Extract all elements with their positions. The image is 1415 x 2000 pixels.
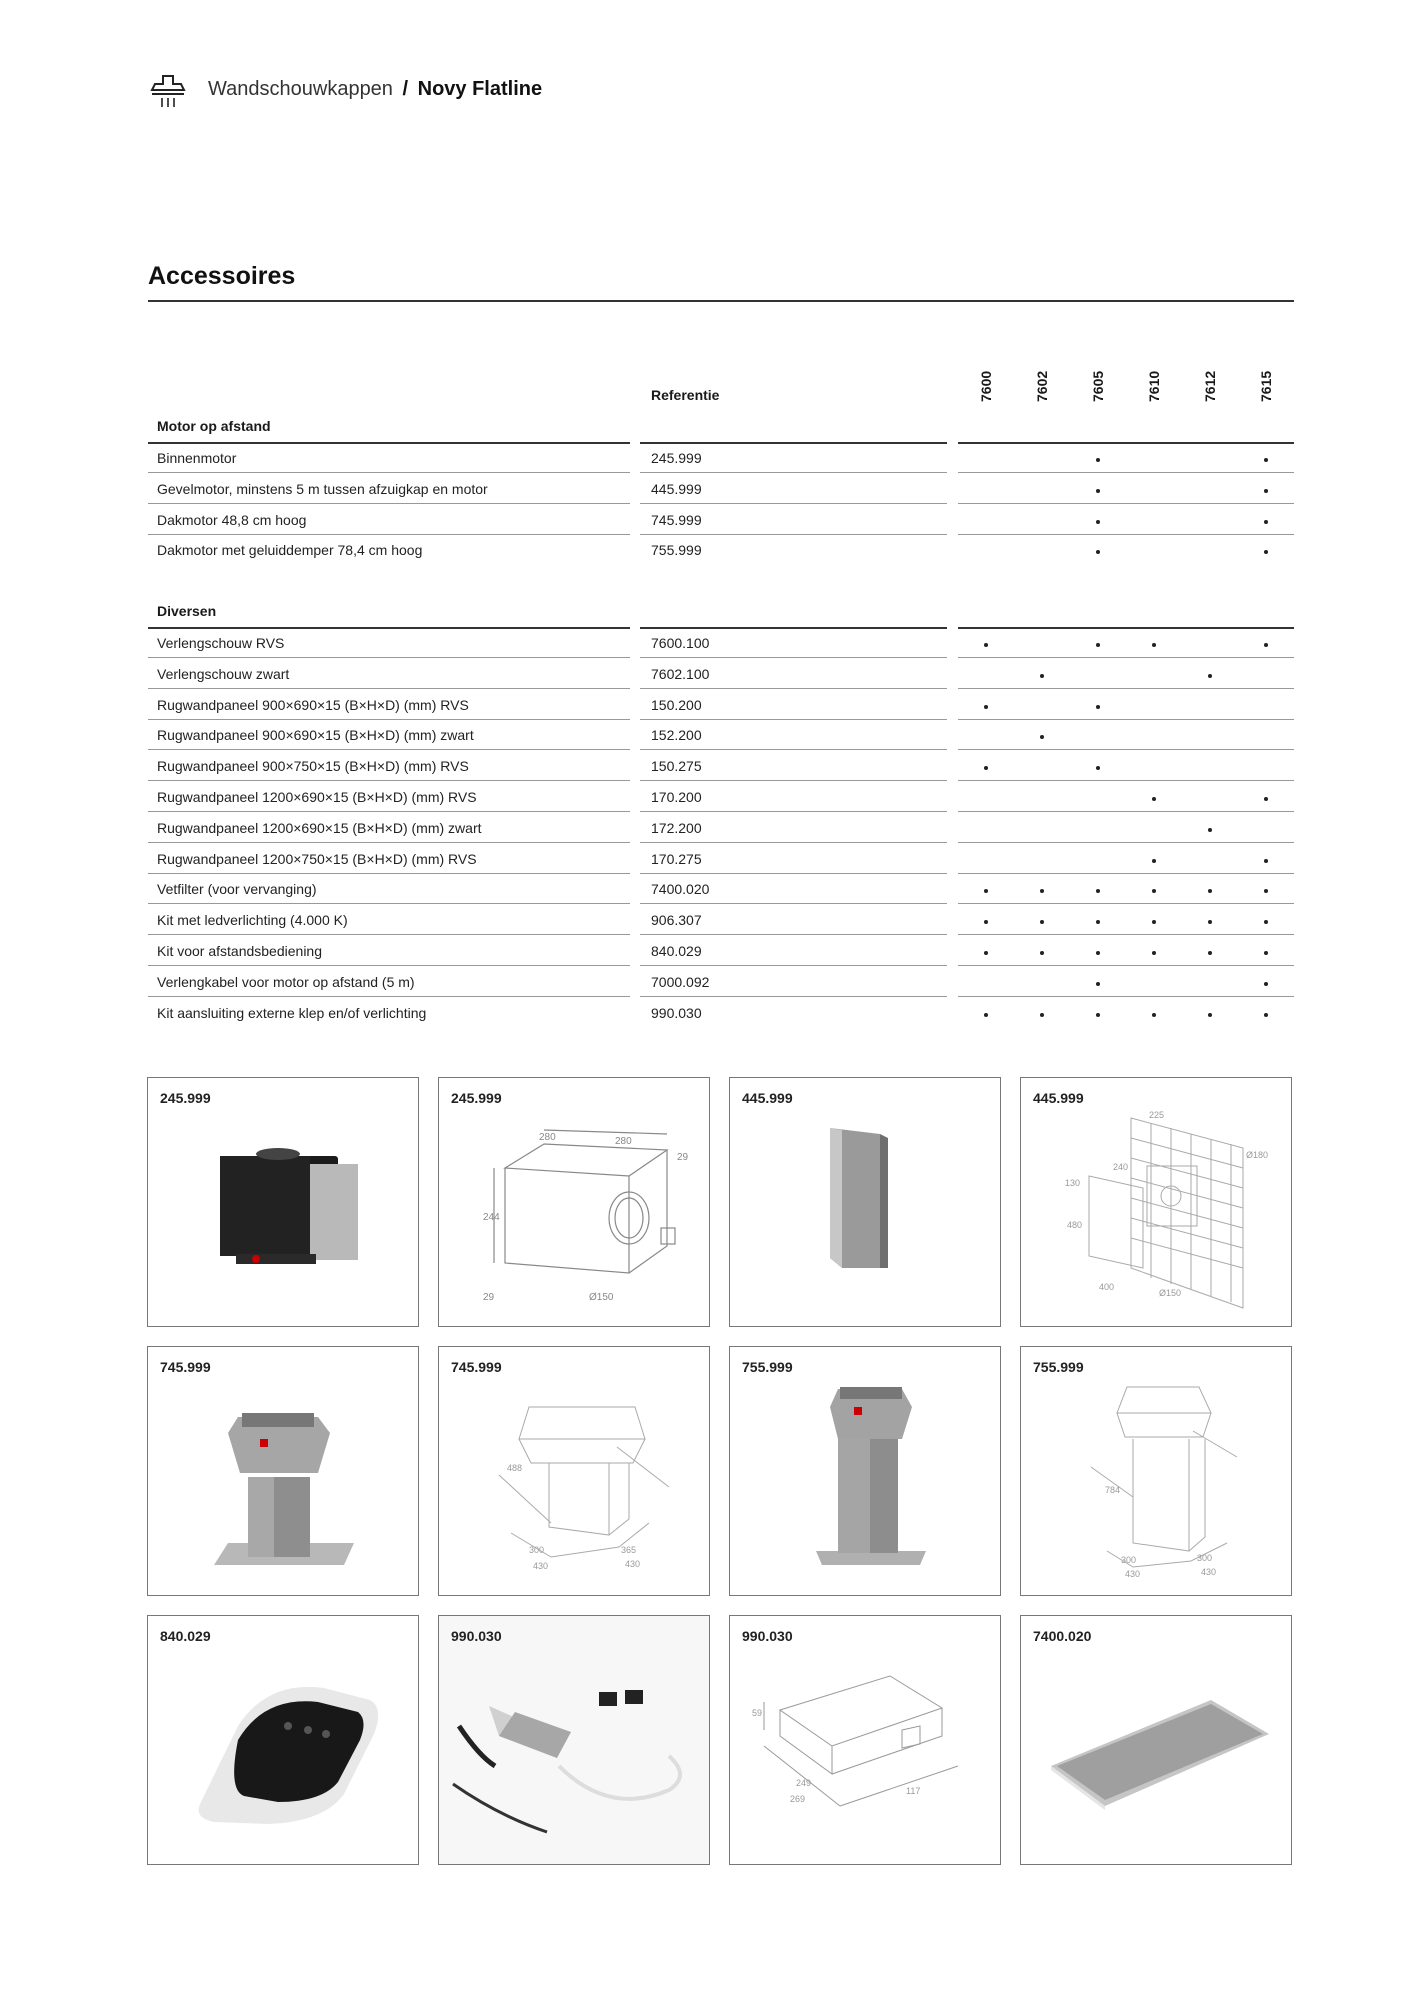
table-row-name: Rugwandpaneel 900×690×15 (B×H×D) (mm) zwart — [157, 727, 474, 744]
product-image — [148, 1347, 419, 1596]
row-divider — [148, 965, 630, 966]
table-row-name: Rugwandpaneel 1200×750×15 (B×H×D) (mm) RVS — [157, 850, 477, 867]
product-tile — [147, 1346, 419, 1596]
breadcrumb-product: Novy Flatline — [417, 78, 543, 100]
dimension-label: 784 — [1105, 1485, 1121, 1495]
dimension-label: 244 — [483, 1212, 500, 1223]
model-column-header: 7615 — [1258, 370, 1274, 402]
table-row-reference: 7000.092 — [651, 973, 710, 990]
group-divider — [148, 627, 630, 629]
row-divider — [148, 873, 630, 874]
dimension-label: 480 — [1067, 1220, 1083, 1230]
product-reference-label: 745.999 — [451, 1359, 502, 1375]
row-divider — [640, 903, 947, 904]
dimension-label: 488 — [507, 1463, 523, 1473]
availability-dot — [1152, 643, 1156, 647]
row-divider — [958, 873, 1294, 874]
row-divider — [148, 934, 630, 935]
row-divider — [640, 842, 947, 843]
table-row-reference: 150.200 — [651, 696, 702, 713]
row-divider — [148, 780, 630, 781]
row-divider — [958, 934, 1294, 935]
row-divider — [640, 657, 947, 658]
dimension-label: 300 — [1121, 1555, 1137, 1565]
hood-icon — [150, 74, 186, 108]
availability-dot — [1096, 705, 1100, 709]
table-row-name: Rugwandpaneel 1200×690×15 (B×H×D) (mm) RVS — [157, 789, 477, 805]
dimension-label: 400 — [1099, 1282, 1115, 1292]
availability-dot — [984, 766, 988, 770]
row-divider — [148, 688, 630, 689]
table-row-reference: 755.999 — [651, 542, 702, 559]
model-column-header: 7605 — [1090, 370, 1106, 402]
table-row-reference: 170.275 — [651, 850, 702, 867]
table-row-reference: 445.999 — [651, 480, 702, 497]
availability-dot — [1040, 889, 1044, 893]
availability-dot — [984, 1013, 988, 1017]
reference-column-header: Referentie — [651, 387, 720, 403]
table-row-name: Kit met ledverlichting (4.000 K) — [157, 912, 348, 929]
availability-dot — [1208, 1013, 1212, 1017]
row-divider — [640, 996, 947, 997]
availability-dot — [984, 705, 988, 709]
availability-dot — [1264, 1013, 1268, 1017]
dimension-label: Ø150 — [589, 1292, 614, 1303]
availability-dot — [1096, 889, 1100, 893]
table-row-name: Verlengschouw RVS — [157, 635, 285, 651]
availability-dot — [1096, 982, 1100, 986]
availability-dot — [1152, 889, 1156, 893]
availability-dot — [1096, 458, 1100, 462]
group-divider — [958, 442, 1294, 444]
table-row-name: Verlengkabel voor motor op afstand (5 m) — [157, 973, 415, 990]
row-divider — [958, 472, 1294, 473]
product-reference-label: 755.999 — [1033, 1359, 1084, 1375]
dimension-label: 29 — [677, 1152, 689, 1163]
product-image — [148, 1078, 419, 1327]
row-divider — [958, 996, 1294, 997]
group-divider — [958, 627, 1294, 629]
row-divider — [958, 688, 1294, 689]
row-divider — [958, 657, 1294, 658]
row-divider — [958, 842, 1294, 843]
dimension-label: 280 — [539, 1132, 556, 1143]
table-row-name: Kit voor afstandsbediening — [157, 943, 322, 959]
row-divider — [148, 503, 630, 504]
table-row-name: Verlengschouw zwart — [157, 665, 290, 682]
table-row-reference: 150.275 — [651, 758, 702, 775]
availability-dot — [1152, 859, 1156, 863]
product-tile — [1020, 1077, 1292, 1327]
row-divider — [148, 749, 630, 750]
row-divider — [148, 811, 630, 812]
table-row-reference: 172.200 — [651, 819, 702, 836]
dimension-label: 117 — [906, 1786, 921, 1796]
availability-dot — [984, 889, 988, 893]
availability-dot — [984, 643, 988, 647]
row-divider — [958, 719, 1294, 720]
dimension-label: 430 — [625, 1559, 641, 1569]
product-image — [730, 1616, 1001, 1865]
table-row-name: Binnenmotor — [157, 450, 237, 466]
group-divider — [640, 627, 947, 629]
table-row-name: Dakmotor met geluiddemper 78,4 cm hoog — [157, 542, 423, 559]
product-reference-label: 245.999 — [160, 1090, 211, 1106]
availability-dot — [1264, 797, 1268, 801]
table-row-name: Vetfilter (voor vervanging) — [157, 881, 317, 898]
availability-dot — [1152, 920, 1156, 924]
availability-dot — [1264, 550, 1268, 554]
availability-dot — [1152, 951, 1156, 955]
table-row-reference: 7600.100 — [651, 635, 710, 651]
table-row-name: Kit aansluiting externe klep en/of verlichting — [157, 1004, 427, 1021]
product-image — [1021, 1078, 1292, 1327]
product-reference-label: 745.999 — [160, 1359, 211, 1375]
model-column-header: 7610 — [1146, 370, 1162, 402]
dimension-label: 59 — [752, 1708, 763, 1718]
dimension-label: 300 — [1197, 1553, 1213, 1563]
product-reference-label: 445.999 — [1033, 1090, 1084, 1106]
availability-dot — [1096, 550, 1100, 554]
availability-dot — [1264, 458, 1268, 462]
product-tile — [147, 1615, 419, 1865]
row-divider — [640, 934, 947, 935]
product-tile — [1020, 1346, 1292, 1596]
availability-dot — [1208, 674, 1212, 678]
table-row-reference: 152.200 — [651, 727, 702, 744]
availability-dot — [1152, 1013, 1156, 1017]
row-divider — [640, 534, 947, 535]
product-reference-label: 7400.020 — [1033, 1628, 1092, 1644]
availability-dot — [1208, 889, 1212, 893]
dimension-label: 280 — [615, 1136, 632, 1147]
row-divider — [148, 996, 630, 997]
breadcrumb-separator: / — [402, 78, 409, 100]
row-divider — [148, 719, 630, 720]
product-image — [730, 1347, 1001, 1596]
availability-dot — [1208, 920, 1212, 924]
section-title: Accessoires — [148, 262, 296, 290]
availability-dot — [1096, 489, 1100, 493]
row-divider — [958, 749, 1294, 750]
dimension-label: 130 — [1065, 1178, 1081, 1188]
availability-dot — [1264, 889, 1268, 893]
product-image — [730, 1078, 1001, 1327]
group-title: Diversen — [157, 603, 217, 619]
product-tile — [1020, 1615, 1292, 1865]
availability-dot — [1096, 1013, 1100, 1017]
dimension-label: 430 — [533, 1561, 549, 1571]
availability-dot — [1264, 643, 1268, 647]
product-tile — [729, 1615, 1001, 1865]
group-divider — [148, 442, 630, 444]
dimension-label: 269 — [790, 1794, 806, 1804]
availability-dot — [1264, 951, 1268, 955]
row-divider — [640, 688, 947, 689]
row-divider — [958, 503, 1294, 504]
row-divider — [148, 842, 630, 843]
section-divider — [148, 300, 1294, 302]
availability-dot — [1264, 489, 1268, 493]
dimension-label: 249 — [796, 1778, 812, 1788]
availability-dot — [1040, 1013, 1044, 1017]
product-tile — [438, 1077, 710, 1327]
row-divider — [958, 903, 1294, 904]
dimension-label: Ø150 — [1159, 1288, 1182, 1298]
availability-dot — [1096, 520, 1100, 524]
product-image — [439, 1078, 710, 1327]
product-image — [1021, 1616, 1292, 1865]
row-divider — [958, 811, 1294, 812]
table-row-reference: 7602.100 — [651, 665, 710, 682]
product-reference-label: 445.999 — [742, 1090, 793, 1106]
model-column-header: 7602 — [1034, 370, 1050, 402]
availability-dot — [1096, 766, 1100, 770]
product-reference-label: 990.030 — [451, 1628, 502, 1644]
dimension-label: 300 — [529, 1545, 545, 1555]
product-tile — [729, 1346, 1001, 1596]
product-tile — [729, 1077, 1001, 1327]
product-reference-label: 840.029 — [160, 1628, 211, 1644]
group-title: Motor op afstand — [157, 418, 271, 434]
availability-dot — [1040, 951, 1044, 955]
table-row-name: Rugwandpaneel 1200×690×15 (B×H×D) (mm) zwart — [157, 819, 482, 836]
row-divider — [640, 472, 947, 473]
breadcrumb-category: Wandschouwkappen — [208, 78, 393, 100]
table-row-name: Rugwandpaneel 900×690×15 (B×H×D) (mm) RVS — [157, 696, 469, 713]
availability-dot — [1096, 643, 1100, 647]
row-divider — [640, 503, 947, 504]
table-row-name: Rugwandpaneel 900×750×15 (B×H×D) (mm) RVS — [157, 758, 469, 775]
availability-dot — [1096, 920, 1100, 924]
dimension-label: 430 — [1125, 1569, 1141, 1579]
table-row-reference: 7400.020 — [651, 881, 710, 898]
row-divider — [640, 873, 947, 874]
product-image — [439, 1616, 710, 1865]
row-divider — [148, 903, 630, 904]
row-divider — [640, 749, 947, 750]
availability-dot — [1208, 828, 1212, 832]
availability-dot — [984, 951, 988, 955]
table-row-reference: 245.999 — [651, 450, 702, 466]
model-column-header: 7600 — [978, 370, 994, 402]
row-divider — [640, 811, 947, 812]
product-tile — [438, 1615, 710, 1865]
row-divider — [148, 472, 630, 473]
table-row-reference: 906.307 — [651, 912, 702, 929]
availability-dot — [1264, 859, 1268, 863]
table-row-reference: 840.029 — [651, 943, 702, 959]
availability-dot — [1264, 520, 1268, 524]
table-row-reference: 990.030 — [651, 1004, 702, 1021]
availability-dot — [1040, 920, 1044, 924]
availability-dot — [1040, 674, 1044, 678]
product-image — [148, 1616, 419, 1865]
breadcrumb — [208, 78, 542, 101]
dimension-label: 29 — [483, 1292, 495, 1303]
group-divider — [640, 442, 947, 444]
product-reference-label: 990.030 — [742, 1628, 793, 1644]
availability-dot — [1208, 951, 1212, 955]
availability-dot — [1096, 951, 1100, 955]
model-column-header: 7612 — [1202, 370, 1218, 402]
row-divider — [640, 965, 947, 966]
dimension-label: 240 — [1113, 1162, 1129, 1172]
product-image — [439, 1347, 710, 1596]
row-divider — [958, 965, 1294, 966]
availability-dot — [1040, 735, 1044, 739]
dimension-label: Ø180 — [1246, 1150, 1269, 1160]
row-divider — [640, 780, 947, 781]
product-tile — [147, 1077, 419, 1327]
table-row-name: Dakmotor 48,8 cm hoog — [157, 511, 307, 528]
availability-dot — [1264, 982, 1268, 986]
table-row-reference: 745.999 — [651, 511, 702, 528]
availability-dot — [984, 920, 988, 924]
row-divider — [958, 780, 1294, 781]
dimension-label: 365 — [621, 1545, 637, 1555]
table-row-name: Gevelmotor, minstens 5 m tussen afzuigkap en motor — [157, 480, 488, 497]
dimension-label: 430 — [1201, 1567, 1217, 1577]
row-divider — [148, 534, 630, 535]
product-reference-label: 755.999 — [742, 1359, 793, 1375]
row-divider — [640, 719, 947, 720]
row-divider — [148, 657, 630, 658]
row-divider — [958, 534, 1294, 535]
dimension-label: 225 — [1149, 1110, 1165, 1120]
product-reference-label: 245.999 — [451, 1090, 502, 1106]
product-tile — [438, 1346, 710, 1596]
product-image — [1021, 1347, 1292, 1596]
availability-dot — [1152, 797, 1156, 801]
table-row-reference: 170.200 — [651, 789, 702, 805]
availability-dot — [1264, 920, 1268, 924]
